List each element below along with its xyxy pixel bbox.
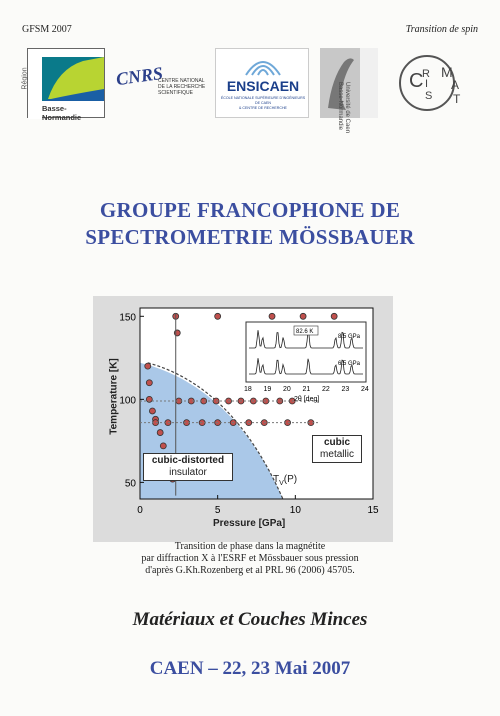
caption-line: d'après G.Kh.Rozenberg et al PRL 96 (2006) 45705. [145, 565, 355, 576]
data-point [149, 408, 155, 414]
inset-pressure-low: 6.5 GPa [338, 361, 361, 367]
crismat-letter: R [422, 68, 430, 80]
x-tick-label: 10 [289, 505, 301, 516]
title-line-1: GROUPE FRANCOPHONE DE [99, 198, 401, 222]
crismat-letter: M [441, 64, 453, 80]
x-axis-label: Pressure [GPa] [213, 518, 286, 529]
metallic-label [312, 435, 362, 463]
insulator-label-line: insulator [169, 467, 207, 478]
x-tick-label: 5 [214, 505, 221, 516]
insulator-label [143, 453, 233, 481]
phase-diagram-svg [93, 296, 393, 542]
tv-label-suffix: (P) [283, 474, 298, 485]
subtitle: Matériaux et Couches Minces [132, 609, 368, 630]
tv-label-sub: V [279, 480, 284, 487]
inset-pressure-high: 8.5 GPa [338, 334, 361, 340]
metallic-label-line: metallic [320, 449, 354, 460]
unicaen-logo [320, 48, 378, 134]
cnrs-line: CENTRE NATIONAL [158, 78, 205, 84]
cnrs-mark: CNRS [114, 62, 165, 90]
ensicaen-text [218, 96, 308, 111]
cnrs-logo [113, 48, 208, 118]
data-point [146, 380, 152, 386]
x-tick-label: 0 [137, 505, 143, 516]
ensicaen-mark: ENSICAEN [226, 78, 300, 94]
data-point [160, 443, 166, 449]
ensicaen-logo [215, 48, 309, 118]
insulator-label-line: cubic-distorted [151, 455, 225, 466]
inset-xlabel: 2θ [deg] [294, 396, 320, 403]
page-title [0, 197, 500, 251]
y-axis-label: Temperature [K] [108, 358, 120, 435]
x-tick-label: 15 [367, 505, 379, 516]
phase-diagram-figure [93, 296, 393, 542]
cnrs-line: SCIENTIFIQUE [158, 90, 194, 96]
figure-caption [0, 541, 500, 577]
inset-tick-label: 19 [263, 386, 272, 393]
data-point [215, 313, 221, 319]
unicaen-line: Basse-Normandie [337, 82, 343, 131]
region-logo [21, 48, 105, 122]
crismat-letter: S [425, 90, 433, 102]
tv-label-t: T [273, 474, 280, 485]
crismat-letter: C [409, 70, 424, 92]
inset-tick-label: 24 [361, 386, 369, 393]
inset-temp: 82.6 K [296, 329, 314, 335]
ensicaen-line: & CENTRE DE RECHERCHE [239, 106, 287, 110]
inset-tick-label: 20 [283, 386, 291, 393]
unicaen-line: Université de Caen [344, 82, 350, 134]
inset-tick-label: 21 [302, 386, 311, 393]
y-tick-label: 100 [119, 395, 136, 407]
data-point [157, 430, 163, 436]
data-point [145, 363, 151, 369]
caption-line: par diffraction X à l'ESRF et Mössbauer sous pression [141, 553, 359, 564]
caption-line: Transition de phase dans la magnétite [174, 541, 326, 552]
event-date: CAEN – 22, 23 Mai 2007 [149, 658, 351, 679]
inset-tick-label: 18 [244, 386, 252, 393]
header-right: Transition de spin [405, 24, 478, 35]
data-point [331, 313, 337, 319]
crismat-letter: T [453, 92, 461, 106]
tv-label [273, 474, 297, 487]
inset-tick-label: 22 [322, 386, 330, 393]
cnrs-line: DE LA RECHERCHE [158, 84, 206, 90]
title-line-2: SPECTROMETRIE MÖSSBAUER [85, 225, 415, 249]
data-point [300, 313, 306, 319]
metallic-label-line: cubic [323, 437, 351, 448]
data-point [269, 313, 275, 319]
header-left: GFSM 2007 [22, 24, 72, 35]
data-point [174, 330, 180, 336]
ensicaen-line: ÉCOLE NATIONALE SUPÉRIEURE D'INGÉNIEURS DE CAEN [220, 96, 306, 105]
cnrs-text [158, 78, 205, 96]
crismat-letter: A [451, 78, 460, 92]
unicaen-text [336, 82, 350, 152]
crismat-letter: I [425, 78, 429, 90]
y-tick-label: 50 [124, 478, 136, 490]
y-tick-label: 150 [119, 312, 136, 324]
inset-tick-label: 23 [341, 386, 350, 393]
crismat-logo [395, 48, 467, 118]
region-logo-top: Région [21, 67, 29, 90]
region-logo-bottom: Basse-Normandie [42, 104, 82, 122]
